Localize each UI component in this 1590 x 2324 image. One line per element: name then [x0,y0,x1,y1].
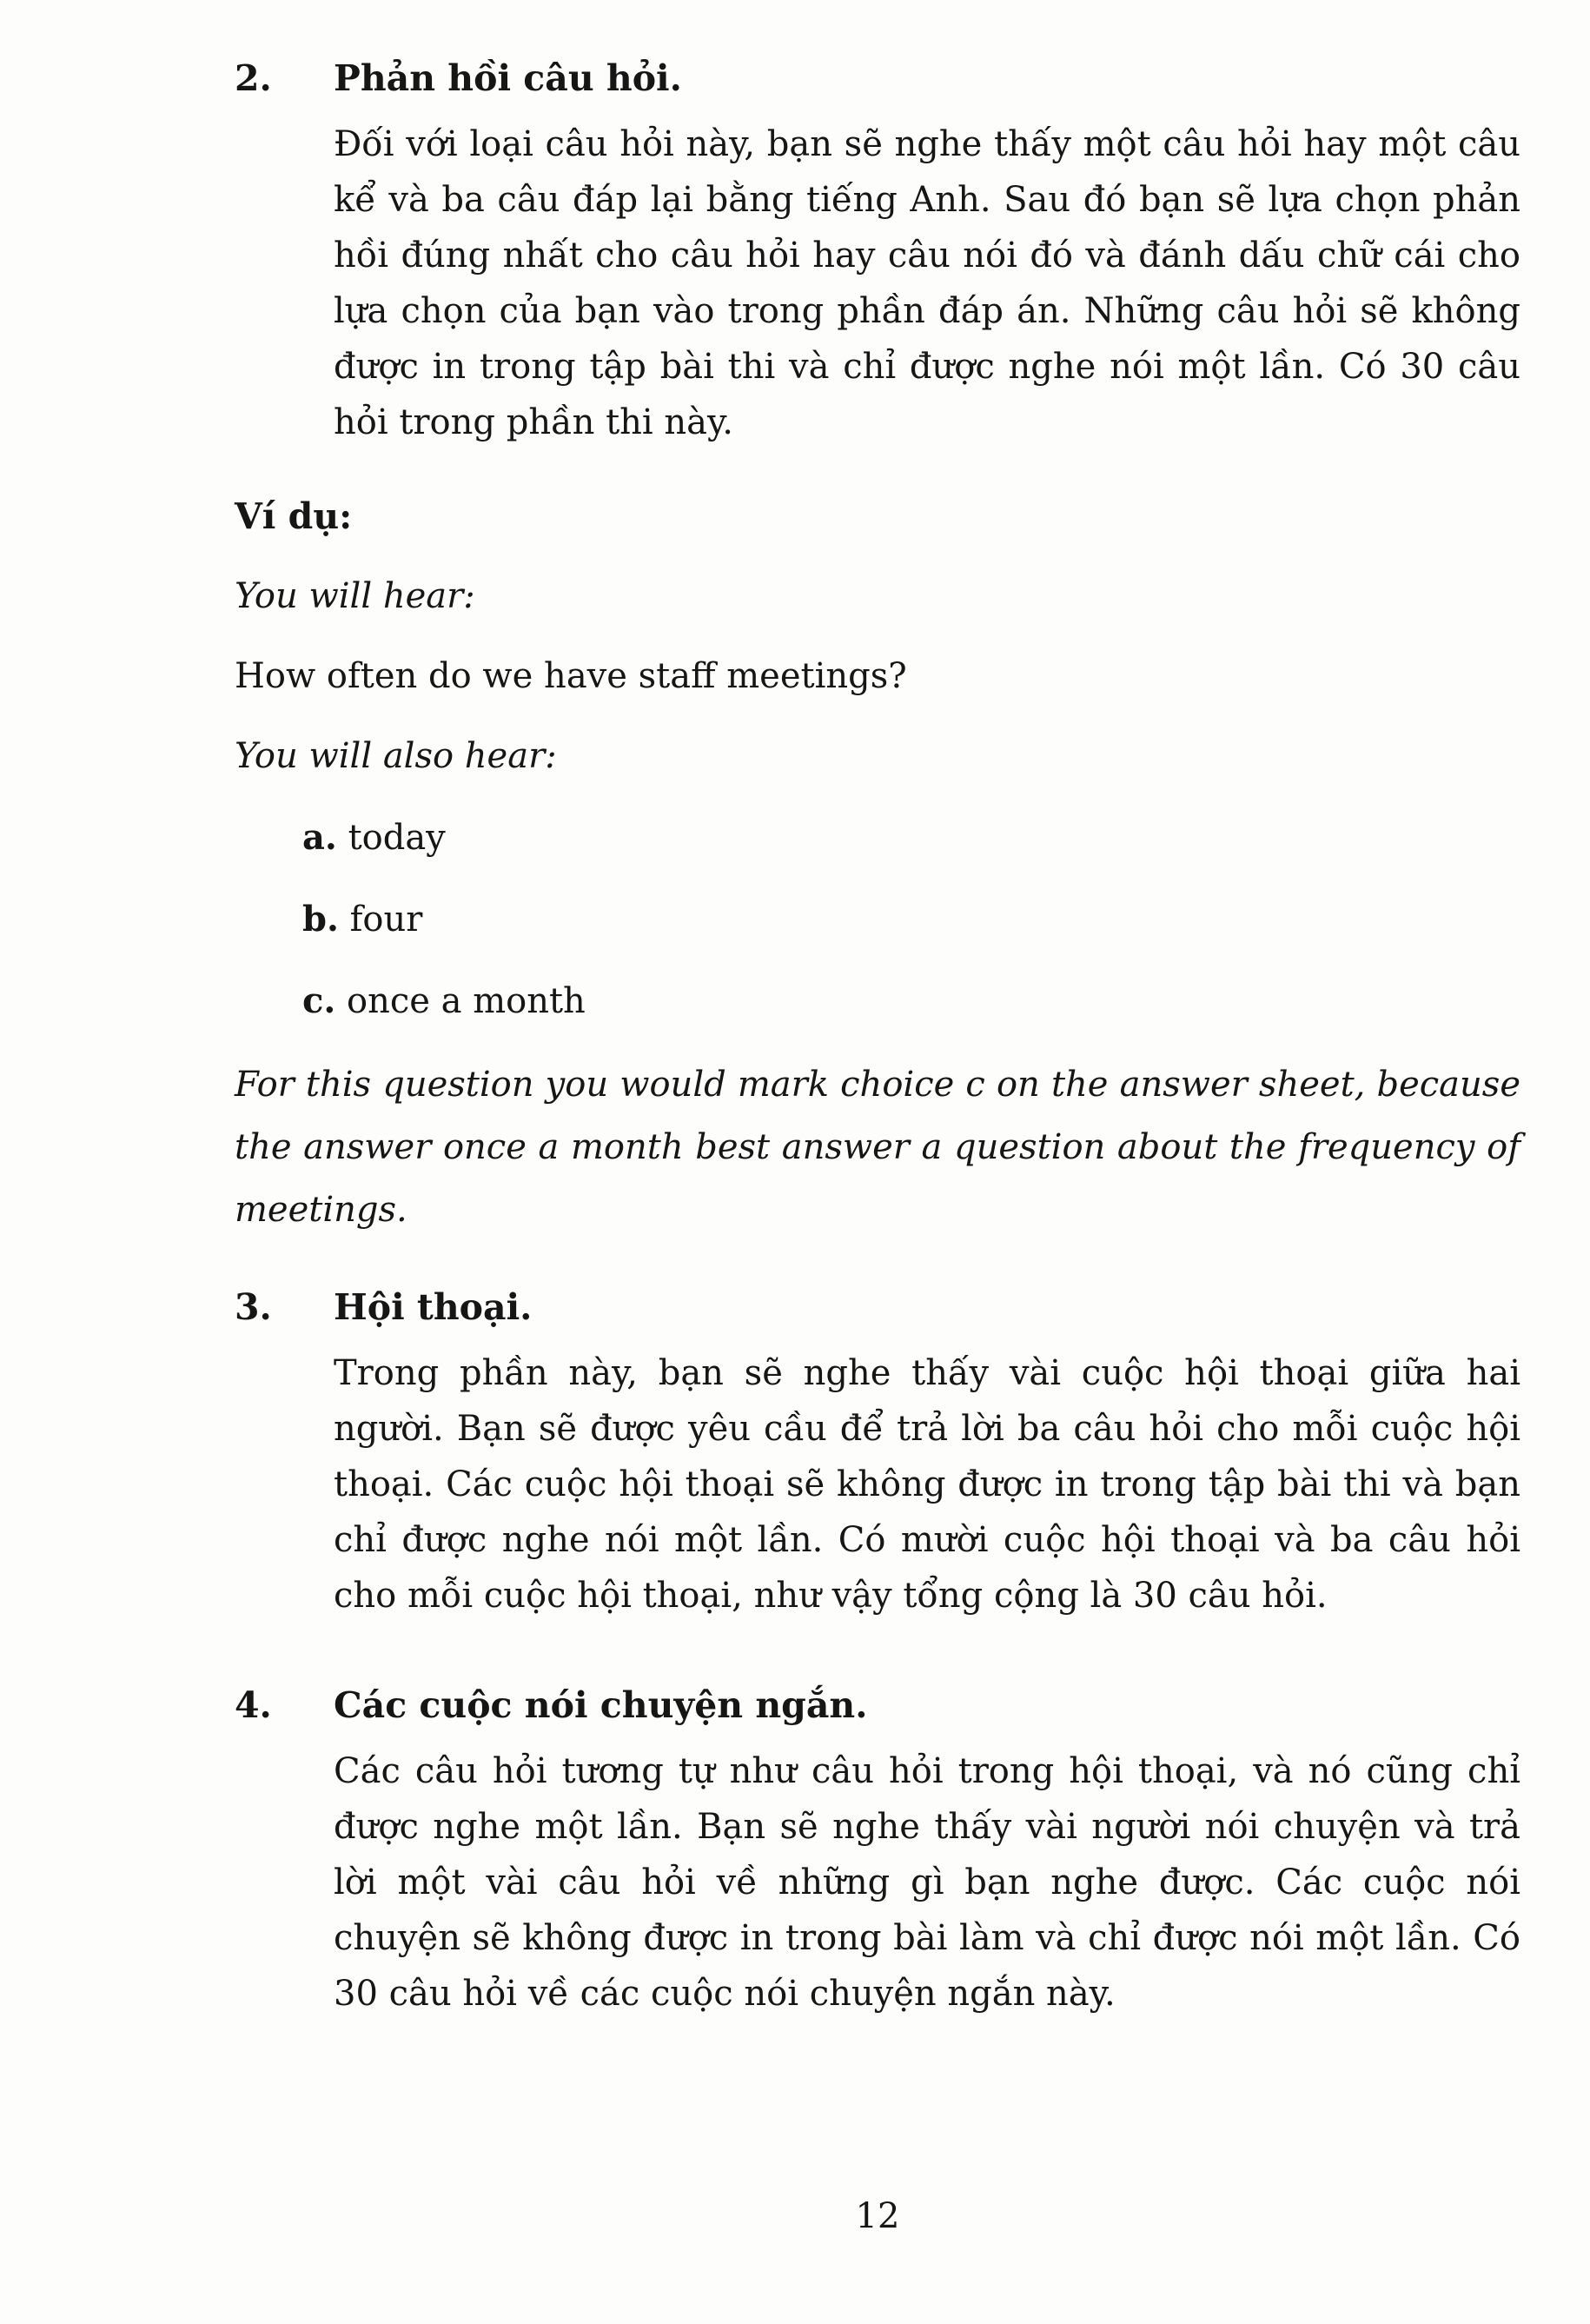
option-b-text: four [349,900,423,940]
section-4-number: 4. [235,1684,272,1726]
section-2-title: Phản hồi câu hỏi. [334,57,682,99]
option-c-letter: c. [302,980,336,1021]
section-4 [235,1677,1520,2022]
example-question: How often do we have staff meetings? [235,656,907,696]
section-2-body: Đối với loại câu hỏi này, bạn sẽ nghe thấy một câu hỏi hay một câu kể và ba câu đáp lại bằng tiếng Anh. Sau đó bạn sẽ lựa chọn phản hồi đúng nhất cho câu hỏi hay câu nói đó và đánh dấu chữ cái cho lựa chọn của bạn vào trong phần đáp án. Những câu hỏi sẽ không được in trong tập bài thi và chỉ được nghe nói một lần. Có 30 câu hỏi trong phần thi này. [334,124,1520,442]
example-block [235,488,1520,1241]
example-explanation: For this question you would mark choice c on the answer sheet, because the answer once a month best answer a question about the frequency of meetings. [235,1065,1520,1230]
option-b-letter: b. [302,899,339,940]
section-4-heading [235,1677,1520,1733]
section-3-title: Hội thoại. [334,1286,533,1328]
option-c-text: once a month [347,981,586,1021]
example-option-c [302,973,1520,1029]
example-label: Ví dụ: [235,495,353,537]
section-3-body: Trong phần này, bạn sẽ nghe thấy vài cuộc hội thoại giữa hai người. Bạn sẽ được yêu cầu để trả lời ba câu hỏi cho mỗi cuộc hội thoại. Các cuộc hội thoại sẽ không được in trong tập bài thi và bạn chỉ được nghe nói một lần. Có mười cuộc hội thoại và ba câu hỏi cho mỗi cuộc hội thoại, như vậy tổng cộng là 30 câu hỏi. [334,1353,1520,1616]
option-a-text: today [348,818,446,858]
example-option-a [302,810,1520,866]
example-option-b [302,892,1520,947]
you-will-hear-label: You will hear: [235,576,475,616]
section-4-title: Các cuộc nói chuyện ngắn. [334,1684,868,1726]
section-3-number: 3. [235,1286,272,1328]
option-a-letter: a. [302,817,337,858]
section-3 [235,1279,1520,1623]
page-number: 12 [855,2196,900,2236]
section-4-body: Các câu hỏi tương tự như câu hỏi trong hội thoại, và nó cũng chỉ được nghe một lần. Bạn sẽ nghe thấy vài người nói chuyện và trả lời một vài câu hỏi về những gì bạn nghe được. Các cuộc nói chuyện sẽ không được in trong bài làm và chỉ được nói một lần. Có 30 câu hỏi về các cuộc nói chuyện ngắn này. [334,1751,1520,2014]
section-2-number: 2. [235,57,272,99]
section-2-heading [235,50,1520,106]
section-3-heading [235,1279,1520,1335]
you-will-also-hear-label: You will also hear: [235,736,557,776]
section-2 [235,50,1520,450]
